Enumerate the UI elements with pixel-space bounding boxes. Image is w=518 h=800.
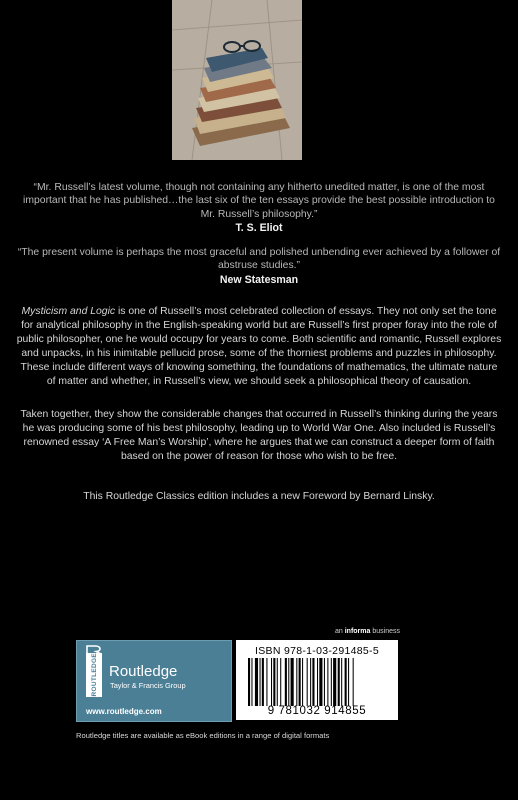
barcode-bar: [271, 658, 272, 706]
barcode-bar: [319, 658, 322, 706]
barcode-bar: [331, 658, 332, 706]
publisher-url: www.routledge.com: [86, 707, 162, 716]
barcode-bar: [324, 658, 325, 706]
barcode-bar: [280, 658, 281, 706]
publisher-logo-panel: [76, 640, 232, 722]
informa-prefix: an: [335, 628, 345, 635]
routledge-vertical-text: ROUTLEDGE: [90, 653, 98, 697]
barcode-bar: [302, 658, 303, 706]
barcode-bar: [248, 658, 250, 706]
informa-suffix: business: [370, 628, 400, 635]
barcode-bar: [307, 658, 308, 706]
barcode-bars: [246, 658, 392, 706]
publisher-name: Routledge: [109, 663, 178, 680]
barcode-bar: [310, 658, 311, 706]
barcode-bar: [341, 658, 342, 706]
barcode-bar: [317, 658, 318, 706]
ean-digits: 9 781032 914855: [267, 705, 367, 717]
blurb-text: is one of Russell’s most celebrated collection of essays. They not only set the tone for analytical philosophy in the English-speaking world but are Russell’s first proper foray into the role of public philosopher, one he would occupy for years to come. Both scientific and romantic, Russell explores and unpacks, in his inimitable pellucid prose, some of the thorniest problems and puzzles in philosophy. These include different ways of knowing something, the foundations of mathematics, the ultimate nature of matter and whether, in Russell’s view, we should seek a philosophical theory of causation.: [16, 306, 502, 387]
barcode-bar: [296, 658, 297, 706]
barcode-bar: [285, 658, 287, 706]
barcode-bar: [327, 658, 328, 706]
barcode-bar: [353, 658, 354, 706]
quote-new-statesman: [16, 246, 502, 287]
isbn-text: ISBN 978-1-03-291485-5: [255, 645, 379, 657]
quote-text: “Mr. Russell’s latest volume, though not containing any hitherto unedited matter, is one of the most important that he has published…the last six of the ten essays provide the best possible introduction to Mr. Russell’s philosophy.”: [23, 182, 495, 220]
barcode-bar: [255, 658, 258, 706]
barcode-bar: [348, 658, 349, 706]
barcode-bar: [262, 658, 264, 706]
barcode-bar: [266, 658, 267, 706]
barcode-bar: [312, 658, 314, 706]
barcode-bar: [333, 658, 336, 706]
blurb-paragraph-2: [16, 408, 502, 464]
barcode-bar: [299, 658, 301, 706]
barcode-bar: [273, 658, 275, 706]
informa-tagline: [335, 628, 400, 635]
quote-eliot: [16, 181, 502, 236]
quote-text: “The present volume is perhaps the most graceful and polished unbending ever achieved by a follower of abstruse studies.”: [17, 247, 501, 272]
routledge-vertical-logo: [86, 653, 102, 697]
publisher-group: Taylor & Francis Group: [110, 681, 186, 690]
quote-attribution: T. S. Eliot: [235, 222, 283, 235]
barcode-bar: [260, 658, 261, 706]
barcode-bar: [251, 658, 252, 706]
barcode-bar: [288, 658, 289, 706]
book-title: Mysticism and Logic: [21, 306, 116, 317]
cover-photo: [172, 0, 302, 160]
ebook-note: Routledge titles are available as eBook editions in a range of digital formats: [76, 731, 330, 740]
isbn-barcode: [236, 640, 398, 720]
blurb-paragraph-1: [16, 305, 502, 389]
barcode-bar: [345, 658, 347, 706]
barcode-bar: [291, 658, 294, 706]
blurb-paragraph-3: [16, 490, 502, 504]
informa-brand: informa: [344, 628, 371, 635]
blurb-text: Taken together, they show the considerable changes that occurred in Russell’s thinking during the years he was producing some of his best philosophy, leading up to World War One. Also included is Russell’s renowned essay ‘A Free Man’s Worship’, where he argues that we can construct a deeper form of faith based on the power of reason for those who wish to be free.: [20, 409, 498, 462]
barcode-bar: [277, 658, 278, 706]
blurb-text: This Routledge Classics edition includes a new Foreword by Bernard Linsky.: [83, 491, 435, 502]
barcode-bar: [338, 658, 340, 706]
books-with-glasses-image: [172, 0, 302, 160]
quote-attribution: New Statesman: [219, 273, 299, 286]
